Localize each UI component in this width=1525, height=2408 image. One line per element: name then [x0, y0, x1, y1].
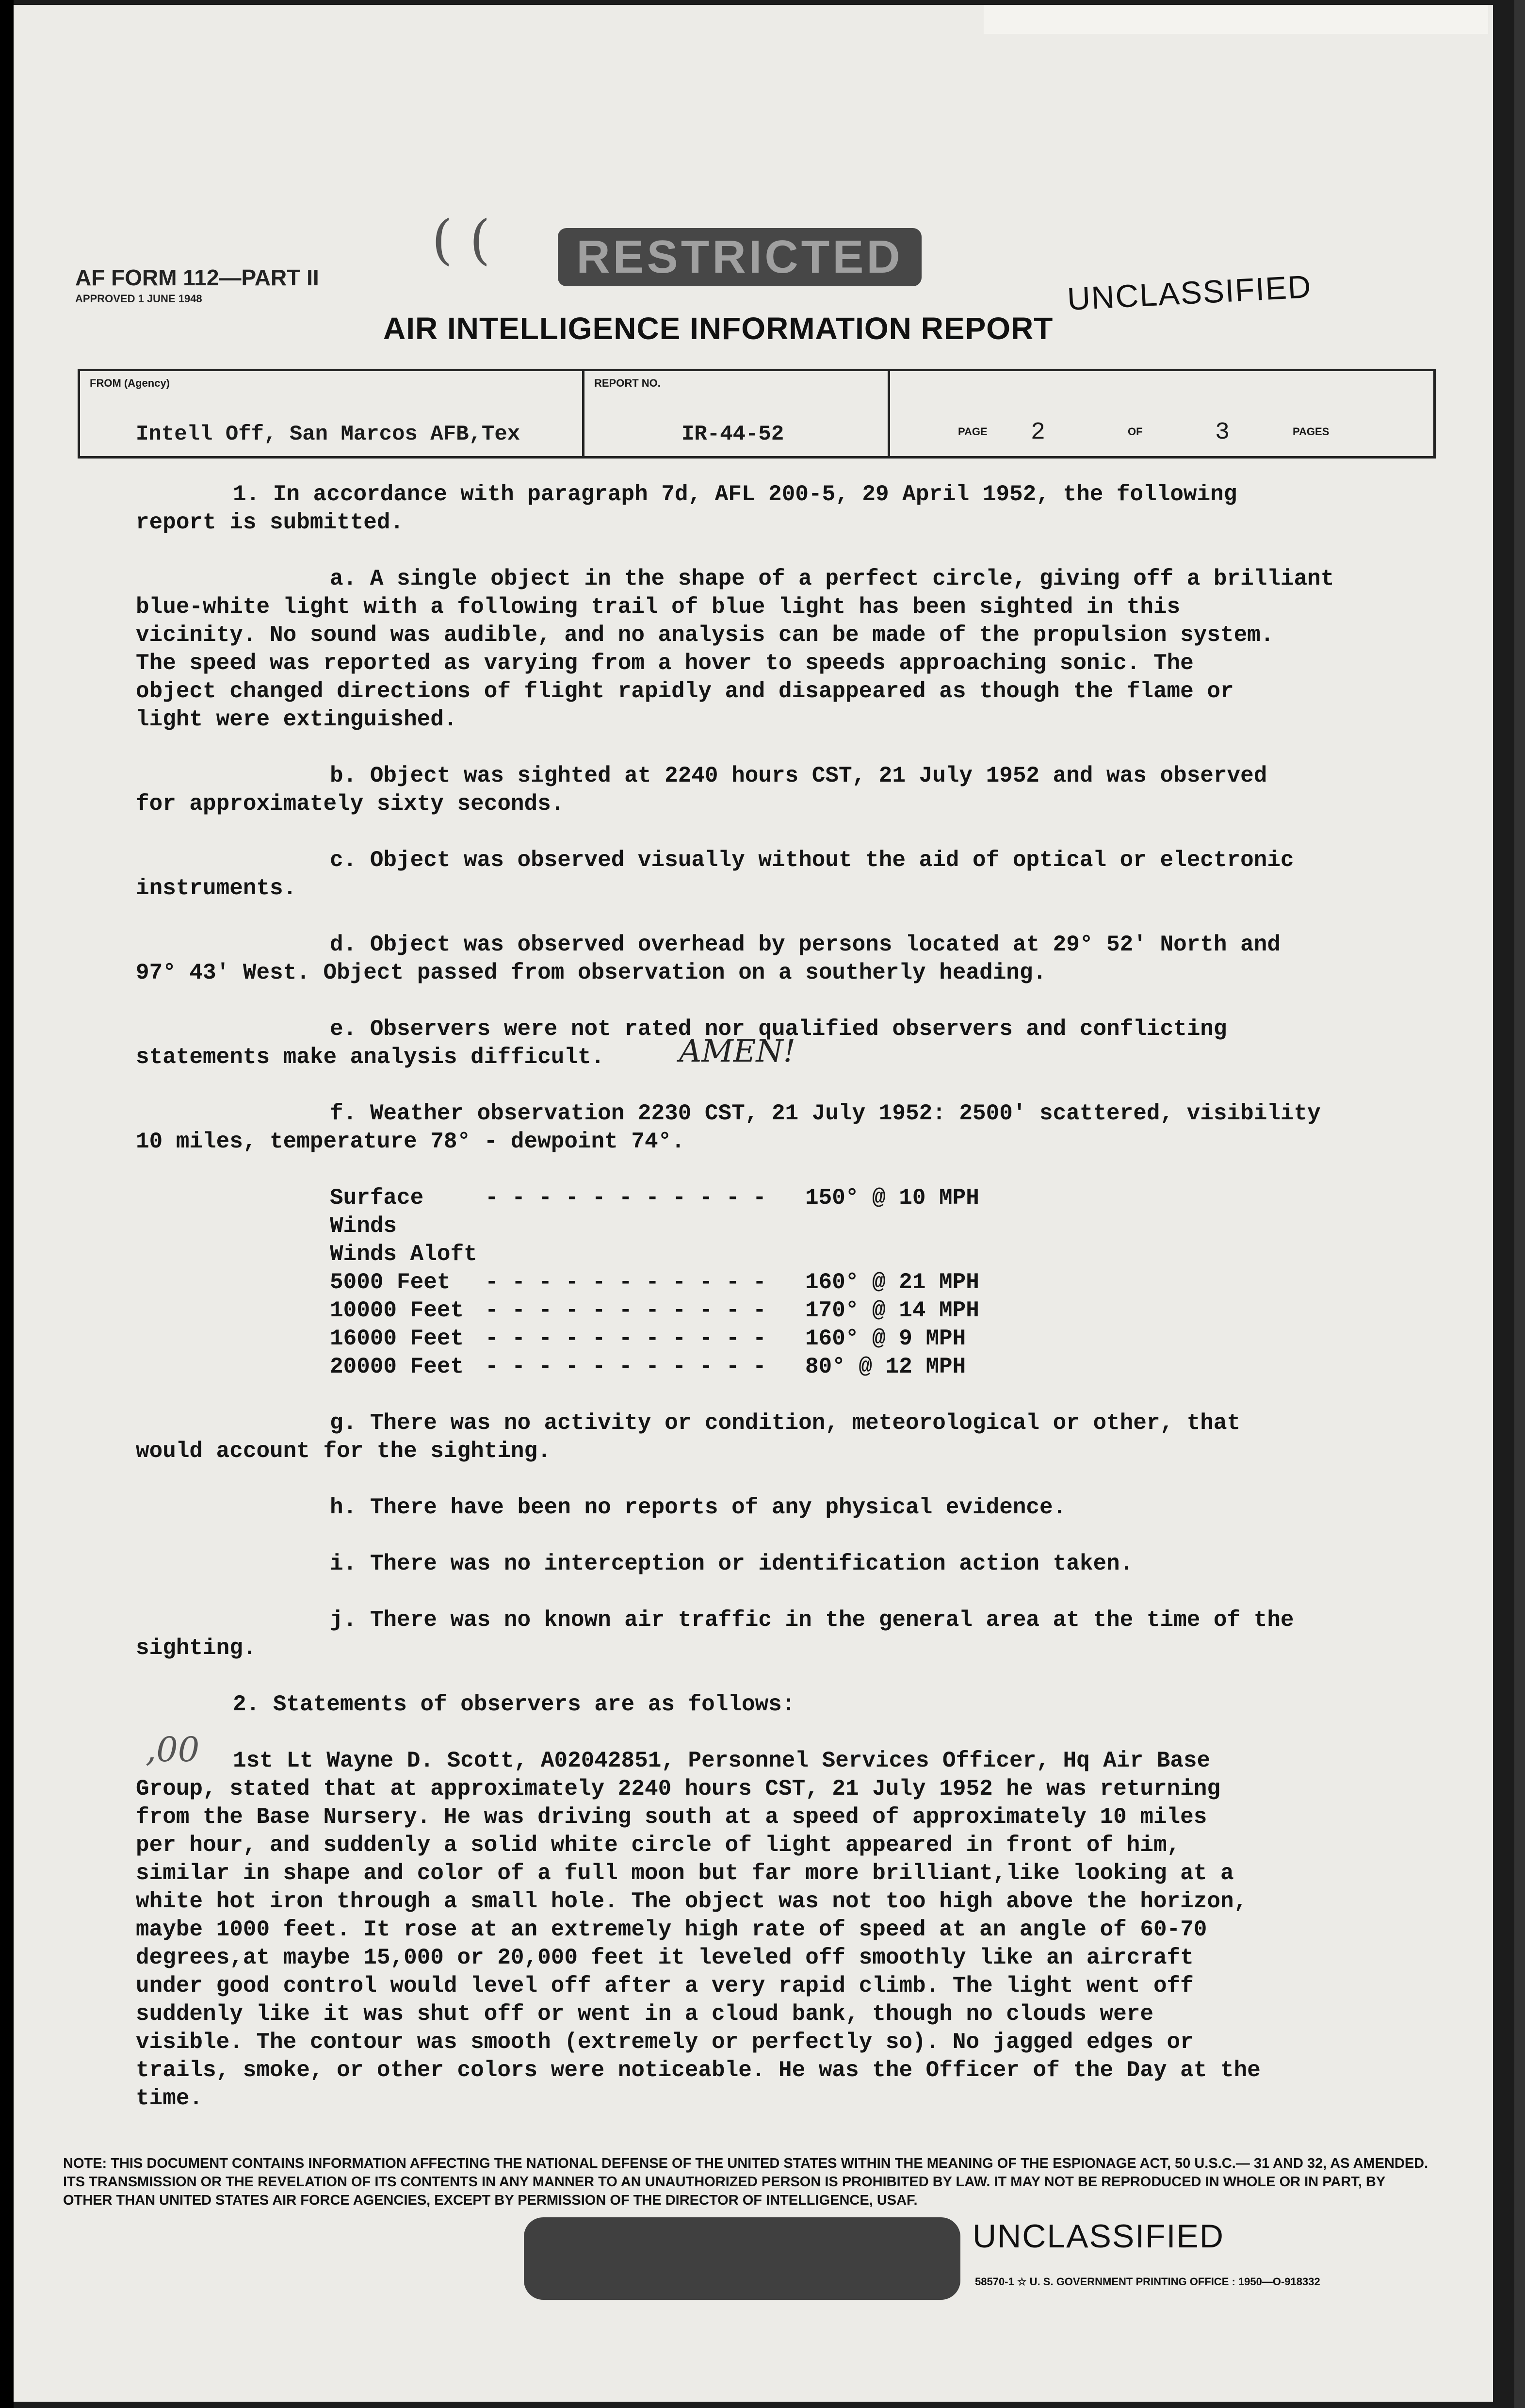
statement-line: similar in shape and color of a full moon but far more brilliant,like looking at a [136, 1861, 1234, 1886]
para-h-line: h. There have been no reports of any physical evidence. [330, 1495, 1067, 1520]
paper-edge [984, 5, 1488, 34]
handwritten-annotation: AMEN! [679, 1033, 796, 1069]
page-label: PAGE [958, 426, 988, 438]
para-a-line: blue-white light with a following trail of blue light has been sighted in this [136, 594, 1181, 620]
weather-label: 5000 Feet [330, 1270, 451, 1295]
para-a-line: The speed was reported as varying from a hover to speeds approaching sonic. The [136, 651, 1194, 676]
para-b-line: b. Object was sighted at 2240 hours CST, 21 July 1952 and was observed [330, 763, 1267, 788]
weather-value: 80° @ 12 MPH [805, 1354, 966, 1379]
para-j-line: j. There was no known air traffic in the general area at the time of the [330, 1607, 1294, 1633]
para-a-line: object changed directions of flight rapidly and disappeared as though the flame or [136, 679, 1234, 704]
weather-table [330, 1184, 1416, 1381]
statement-line: Group, stated that at approximately 2240 hours CST, 21 July 1952 he was returning [136, 1776, 1220, 1802]
weather-label: Surface Winds [330, 1185, 424, 1239]
weather-value: 170° @ 14 MPH [805, 1298, 979, 1323]
form-number: AF FORM 112—PART II [75, 265, 319, 290]
weather-value: 150° @ 10 MPH [805, 1185, 979, 1211]
weather-leader: - - - - - - - - - - - [485, 1185, 766, 1211]
weather-leader [485, 1240, 805, 1268]
report-body [136, 480, 1416, 2113]
weather-row [330, 1240, 1416, 1268]
report-no-cell [584, 371, 890, 456]
report-header-table [78, 369, 1436, 459]
margin-scribble: ,00 [146, 1730, 200, 1769]
weather-leader: - - - - - - - - - - - [485, 1326, 766, 1351]
para-e-line: e. Observers were not rated nor qualified observers and conflicting [330, 1016, 1227, 1042]
weather-row [330, 1296, 1416, 1325]
para-j-line: sighting. [136, 1636, 257, 1661]
security-note: NOTE: THIS DOCUMENT CONTAINS INFORMATION AFFECTING THE NATIONAL DEFENSE OF THE UNITED STATES WITHIN THE MEANING OF THE ESPIONAGE ACT, 50 U.S.C.— 31 AND 32, AS AMENDED. ITS TRANSMISSION OR THE REVELATION OF ITS CONTENTS IN ANY MANNER TO AN UNAUTHORIZED PERSON IS PROHIBITED BY LAW. IT MAY NOT BE REPRODUCED IN WHOLE OR IN PART, BY OTHER THAN UNITED STATES AIR FORCE AGENCIES, EXCEPT BY PERMISSION OF THE DIRECTOR OF INTELLIGENCE, USAF. [63, 2156, 1428, 2208]
of-value: 3 [1215, 419, 1230, 446]
restricted-stamp: RESTRICTED [558, 228, 922, 286]
classification-stamp-top: UNCLASSIFIED [1066, 268, 1313, 317]
page-value: 2 [1031, 419, 1046, 446]
from-value: Intell Off, San Marcos AFB,Tex [136, 422, 520, 446]
weather-row [330, 1353, 1416, 1381]
para-f-line: 10 miles, temperature 78° - dewpoint 74°. [136, 1129, 685, 1154]
statement-line: trails, smoke, or other colors were noticeable. He was the Officer of the Day at the [136, 2058, 1261, 2083]
para-1-line: report is submitted. [136, 510, 404, 535]
para-a-line: vicinity. No sound was audible, and no analysis can be made of the propulsion system. [136, 622, 1274, 648]
statement-line: 1st Lt Wayne D. Scott, A02042851, Personnel Services Officer, Hq Air Base [233, 1748, 1211, 1773]
weather-value: 160° @ 21 MPH [805, 1270, 979, 1295]
weather-value: 160° @ 9 MPH [805, 1326, 966, 1351]
statement-line: from the Base Nursery. He was driving south at a speed of approximately 10 miles [136, 1804, 1207, 1830]
weather-leader: - - - - - - - - - - - [485, 1354, 766, 1379]
weather-label: 20000 Feet [330, 1354, 464, 1379]
para-2-line: 2. Statements of observers are as follows: [233, 1692, 795, 1717]
statement-line: suddenly like it was shut off or went in a cloud bank, though no clouds were [136, 2001, 1153, 2027]
para-f-line: f. Weather observation 2230 CST, 21 July 1952: 2500' scattered, visibility [330, 1101, 1321, 1126]
statement-line: time. [136, 2086, 203, 2111]
weather-leader: - - - - - - - - - - - [485, 1270, 766, 1295]
report-no-value: IR-44-52 [681, 422, 784, 446]
film-border-right [1514, 0, 1525, 2408]
para-c-line: instruments. [136, 876, 297, 901]
printing-office-line: 58570-1 ☆ U. S. GOVERNMENT PRINTING OFFICE : 1950—O-918332 [975, 2276, 1320, 2288]
statement-line: visible. The contour was smooth (extremely or perfectly so). No jagged edges or [136, 2030, 1194, 2055]
para-1-line: 1. In accordance with paragraph 7d, AFL 200-5, 29 April 1952, the following [233, 482, 1237, 507]
weather-label: Winds Aloft [330, 1242, 477, 1267]
para-g-line: would account for the sighting. [136, 1439, 551, 1464]
para-a-line: light were extinguished. [136, 707, 457, 732]
from-label: FROM (Agency) [90, 377, 170, 389]
form-approval: APPROVED 1 JUNE 1948 [75, 293, 202, 305]
para-e-line: statements make analysis difficult. [136, 1045, 605, 1070]
redaction-stamp-bottom [524, 2217, 960, 2300]
form-identifier [75, 264, 319, 305]
weather-label: 10000 Feet [330, 1298, 464, 1323]
statement-line: white hot iron through a small hole. The object was not too high above the horizon, [136, 1889, 1248, 1914]
para-g-line: g. There was no activity or condition, meteorological or other, that [330, 1410, 1241, 1436]
statement-line: maybe 1000 feet. It rose at an extremely high rate of speed at an angle of 60-70 [136, 1917, 1207, 1942]
bracket-marks: ( ( [432, 209, 490, 271]
weather-row [330, 1184, 1416, 1240]
para-a-line: a. A single object in the shape of a perfect circle, giving off a brilliant [330, 566, 1334, 591]
classification-stamp-bottom: UNCLASSIFIED [973, 2218, 1224, 2255]
pages-label: PAGES [1293, 426, 1330, 438]
report-title: AIR INTELLIGENCE INFORMATION REPORT [383, 311, 1054, 346]
statement-line: degrees,at maybe 15,000 or 20,000 feet it leveled off smoothly like an aircraft [136, 1945, 1194, 1970]
from-cell [80, 371, 584, 456]
statement-line: per hour, and suddenly a solid white circle of light appeared in front of him, [136, 1833, 1181, 1858]
film-border-left [0, 0, 14, 2408]
statement-line: under good control would level off after a very rapid climb. The light went off [136, 1973, 1194, 1998]
para-d-line: 97° 43' West. Object passed from observation on a southerly heading. [136, 960, 1047, 985]
para-i-line: i. There was no interception or identification action taken. [330, 1551, 1134, 1576]
weather-label: 16000 Feet [330, 1326, 464, 1351]
para-c-line: c. Object was observed visually without the aid of optical or electronic [330, 848, 1294, 873]
para-d-line: d. Object was observed overhead by persons located at 29° 52' North and [330, 932, 1281, 957]
weather-row [330, 1325, 1416, 1353]
of-label: OF [1128, 426, 1143, 438]
report-no-label: REPORT NO. [594, 377, 661, 389]
para-b-line: for approximately sixty seconds. [136, 791, 565, 817]
weather-leader: - - - - - - - - - - - [485, 1298, 766, 1323]
weather-row [330, 1268, 1416, 1296]
